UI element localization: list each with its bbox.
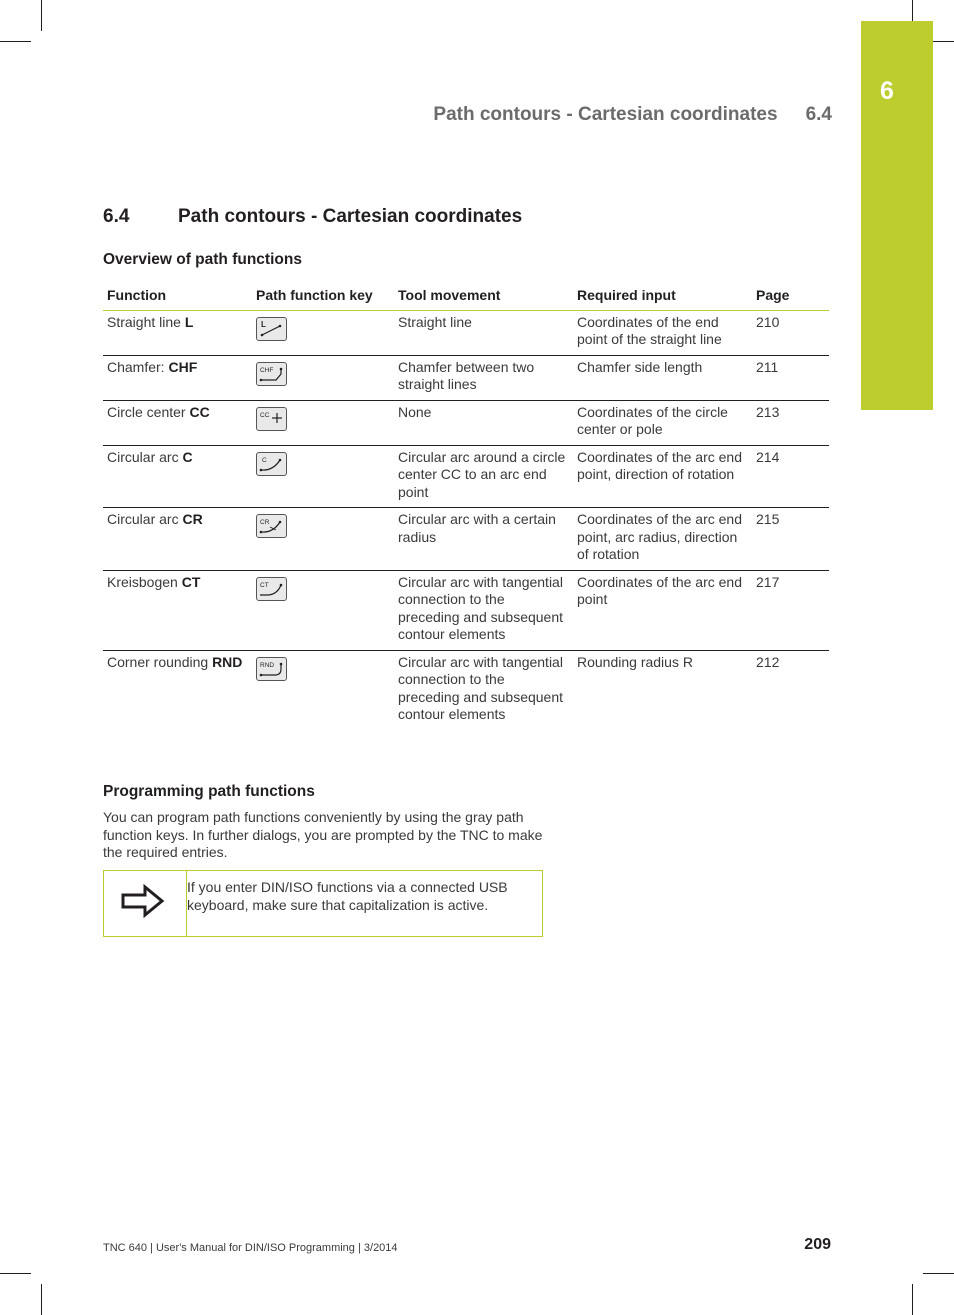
key-cell: [252, 650, 394, 730]
running-header-title: Path contours - Cartesian coordinates: [433, 104, 778, 125]
function-code: CT: [181, 573, 201, 590]
page-cell: 217: [752, 570, 829, 650]
path-functions-table: [103, 283, 829, 730]
table-row: [103, 355, 829, 400]
key-label: CR: [260, 519, 270, 526]
chapter-number: 6: [880, 77, 894, 105]
table-row: [103, 400, 829, 445]
table-row: [103, 650, 829, 730]
key-cell: [252, 400, 394, 445]
page-cell: 210: [752, 310, 829, 355]
input-cell: Coordinates of the arc end point, direction of rotation: [573, 445, 752, 508]
function-text: Corner rounding: [107, 653, 213, 670]
key-cell: [252, 508, 394, 571]
function-text: Circular arc: [107, 448, 183, 465]
key-label: CT: [260, 581, 269, 589]
footer-text: TNC 640 | User's Manual for DIN/ISO Programming | 3/2014: [103, 1242, 398, 1254]
crop-mark: [923, 1273, 954, 1274]
circular-arc-radius-key-icon: [256, 514, 287, 538]
table-header-row: [103, 283, 829, 310]
crop-mark: [933, 41, 954, 42]
function-cell: [103, 508, 252, 571]
column-header: Required input: [573, 283, 752, 310]
running-header-number: 6.4: [805, 104, 832, 125]
function-cell: [103, 355, 252, 400]
movement-cell: Circular arc with tangential connection to the preceding and subsequent contour elements: [394, 570, 573, 650]
function-text: Circle center: [107, 403, 190, 420]
function-cell: [103, 650, 252, 730]
key-cell: [252, 445, 394, 508]
column-header: Function: [103, 283, 252, 310]
function-cell: [103, 400, 252, 445]
table-row: [103, 310, 829, 355]
programming-heading: Programming path functions: [103, 783, 315, 800]
page-cell: 213: [752, 400, 829, 445]
overview-heading: Overview of path functions: [103, 251, 302, 268]
table-row: [103, 570, 829, 650]
page-cell: 212: [756, 653, 780, 670]
section-title-text: Path contours - Cartesian coordinates: [178, 206, 523, 227]
tangential-arc-key-icon: [256, 577, 287, 601]
note-text: If you enter DIN/ISO functions via a connected USB keyboard, make sure that capitalization is active.: [187, 879, 508, 913]
crop-mark: [912, 1284, 913, 1315]
function-text: Straight line: [107, 313, 185, 330]
function-code: CHF: [168, 358, 198, 375]
key-label: C: [262, 456, 267, 464]
input-cell: Coordinates of the arc end point, arc radius, direction of rotation: [573, 508, 752, 571]
function-text: Kreisbogen: [107, 573, 182, 590]
page-cell: 214: [752, 445, 829, 508]
input-cell: Coordinates of the circle center or pole: [573, 400, 752, 445]
function-text: Chamfer:: [107, 358, 169, 375]
function-cell: [103, 570, 252, 650]
input-cell: Coordinates of the arc end point: [573, 570, 752, 650]
function-cell: [103, 445, 252, 508]
key-label: CHF: [260, 366, 274, 374]
corner-rounding-key-icon: [256, 657, 287, 681]
key-cell: [252, 355, 394, 400]
column-header: Tool movement: [394, 283, 573, 310]
page-cell: 215: [752, 508, 829, 571]
input-cell: Chamfer side length: [573, 355, 752, 400]
programming-text: You can program path functions conveniently by using the gray path function keys. In further dialogs, you are prompted by the TNC to make the required entries.: [103, 809, 543, 860]
crop-mark: [41, 0, 42, 31]
table-row: [103, 445, 829, 508]
arrow-right-icon: [120, 884, 166, 923]
page-cell: 211: [752, 355, 829, 400]
function-code: CR: [182, 511, 203, 527]
table-row: [103, 508, 829, 571]
running-header: [300, 104, 832, 126]
crop-mark: [0, 1273, 31, 1274]
section-number: 6.4: [103, 206, 130, 227]
key-label: L: [261, 319, 266, 329]
key-cell: [252, 570, 394, 650]
movement-cell: Straight line: [394, 310, 573, 355]
crop-mark: [41, 1284, 42, 1315]
key-cell: [252, 310, 394, 355]
crop-mark: [0, 41, 31, 42]
function-code: RND: [212, 653, 243, 670]
column-header: Page: [752, 283, 829, 310]
function-cell: [103, 310, 252, 355]
section-title: [103, 206, 522, 228]
chamfer-key-icon: [256, 362, 287, 386]
movement-cell: Chamfer between two straight lines: [394, 355, 573, 400]
circular-arc-key-icon: [256, 452, 287, 476]
function-code: C: [182, 448, 193, 465]
circle-center-key-icon: [256, 407, 287, 431]
movement-cell: Circular arc with a certain radius: [394, 508, 573, 571]
note-box: [103, 870, 543, 937]
key-label: RND: [260, 661, 275, 669]
movement-cell: Circular arc with tangential connection to the preceding and subsequent contour elements: [398, 653, 564, 722]
movement-cell: None: [394, 400, 573, 445]
chapter-tab: [861, 21, 933, 410]
straight-line-key-icon: [256, 317, 287, 341]
crop-mark: [912, 0, 913, 21]
key-label: CC: [260, 411, 270, 419]
input-cell: Rounding radius R: [577, 653, 693, 670]
page-number: 209: [804, 1236, 831, 1253]
function-code: L: [184, 313, 194, 330]
input-cell: Coordinates of the end point of the straight line: [573, 310, 752, 355]
function-text: Circular arc: [107, 511, 183, 527]
movement-cell: Circular arc around a circle center CC to an arc end point: [394, 445, 573, 508]
column-header: Path function key: [252, 283, 394, 310]
function-code: CC: [189, 403, 210, 420]
